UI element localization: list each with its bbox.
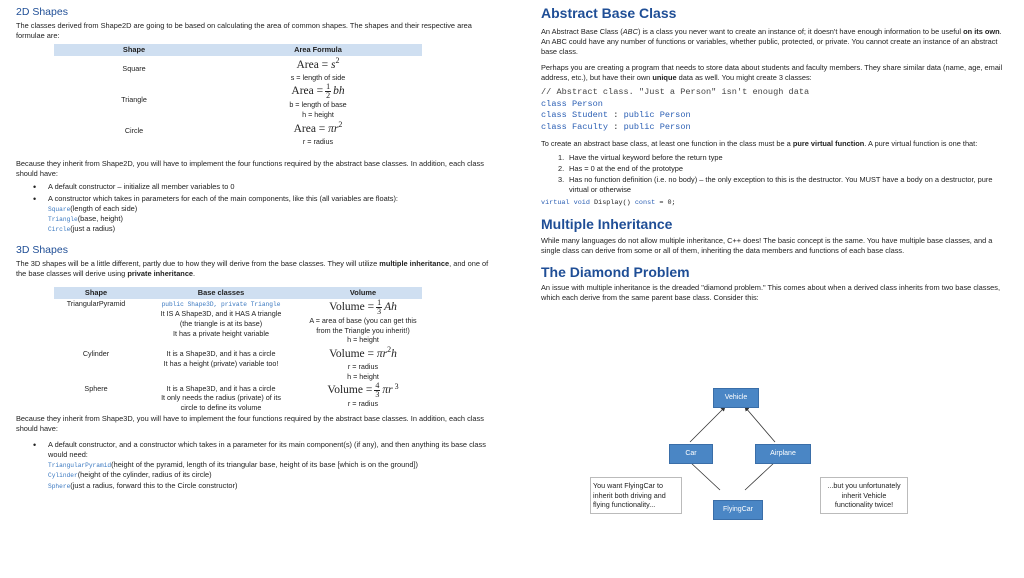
shape-cell: Square [122,64,146,74]
node-vehicle: Vehicle [713,388,759,408]
bullets-2d [16,182,498,235]
base-code: public Shape3D, private Triangle [161,300,281,308]
formula-note: h = height [302,109,334,119]
list-item: • A default constructor, and a constructor which takes in a parameter for its main component(s) (if any), and then anything its base class would need: TriangularPyramid(height of the pyramid, length of its triangular base, height of its base [which is on the ground]) Cylinder(height of the cylinder, radius of its circle) Sphere(just a radius, forward this to the Circle constructor) [16,440,498,491]
list-item: 2. Has = 0 at the end of the prototype [558,163,684,173]
col-shape-3d: Shape [54,287,138,299]
heading-multiple-inheritance: Multiple Inheritance [541,215,673,232]
abc-paragraph-2: Perhaps you are creating a program that needs to store data about students and faculty members. They share similar data (name, age, email address, etc.), but have their own unique data as well. You might create 3 classes: [541,62,1003,82]
table-row [54,56,422,83]
volume-pyramid: Volume = $\frac{1}{3}$ Ah [329,297,397,316]
volume-cylinder: Volume = $\pi r^2h$ [329,344,397,360]
list-item: 3. Has no function definition (i.e. no body) – the only exception to this is the destructor. You MUST have a body on a destructor, pure virtual or otherwise [558,174,993,194]
intro-2d: The classes derived from Shape2D are going to be based on calculating the area of common shapes. The shapes and their respective area formulae are: [16,21,472,41]
table-row: TriangularPyramid public Shape3D, private Triangle It IS A Shape3D, and it HAS A triangle (the triangle is at its base) It has a private height variable Volume = $\frac{1}{3}$ Ah A = area of base (you can get this from the Triangle you inherit!) h = height [54,299,422,345]
ctor-line: Triangle(base, height) [48,213,123,223]
heading-abstract-base-class: Abstract Base Class [541,5,677,21]
abc-paragraph-1: An Abstract Base Class (ABC) is a class you never want to create an instance of; it doesn't have enough information to be useful on its own. An ABC could have any number of functions or variables, whether public, protected, or private. You cannot create an instance of an abstract base class. [541,26,1002,56]
node-flyingcar: FlyingCar [713,500,763,520]
code-pure-virtual: virtual void Display() const = 0; [541,199,676,208]
shape-cell: Circle [124,125,144,135]
list-item: • A default constructor – initialize all member variables to 0 [16,182,498,192]
mi-paragraph: While many languages do not allow multiple inheritance, C++ does! The basic concept is the same. You have multiple base classes, and a single class can derive from some or all of them, inheriting the data members and functions of each base class. [541,235,993,255]
after-table-2d: Because they inherit from Shape2D, you will have to implement the four functions required by the abstract base classes. In addition, each class should have: [16,158,484,178]
right-column [541,0,1007,305]
formula-circle: Area = $\pi r^2$ [293,119,343,135]
note-left: You want FlyingCar to inherit both driving and flying functionality... [590,477,682,514]
after-table-3d: Because they inherit from Shape3D, you will have to implement the four functions required by the abstract base classes. In addition, each class should have: [16,413,484,433]
table-row: Sphere It is a Shape3D, and it has a circle It only needs the radius (private) of its circle to define its volume Volume = $\frac{4}{3}$ πr $^3$ r = radius [54,382,422,413]
heading-diamond-problem: The Diamond Problem [541,263,690,280]
table-row [54,83,422,119]
diamond-paragraph: An issue with multiple inheritance is the dreaded "diamond problem." This comes about when a derived class inherits from two base classes, which each derive from the same parent base class. Consider this: [541,283,1001,303]
bullets-3d [16,440,498,491]
list-item: 1. Have the virtual keyword before the return type [558,152,723,162]
list-item: • A constructor which takes in parameters for each of the main components, like this (all variables are floats): Square(length of each side) Triangle(base, height) Circle(just a radius) [16,194,498,235]
table-row [54,120,422,147]
code-block-classes: // Abstract class. "Just a Person" isn't enough data class Person class Student : public Person class Faculty : public Person [541,86,810,132]
table-row: Cylinder It is a Shape3D, and it has a circle It has a height (private) variable too! Volume = $\pi r^2h$ r = radius h = height [54,345,422,382]
node-airplane: Airplane [755,444,811,464]
col-volume: Volume [304,287,422,299]
table-2d-shapes [54,44,422,147]
shape-cell: Sphere [84,383,108,393]
col-area-formula: Area Formula [214,44,422,56]
col-shape: Shape [54,44,214,56]
table-3d-shapes [54,287,422,413]
shape-cell: Cylinder [82,348,110,358]
heading-3d-shapes: 3D Shapes [16,243,68,256]
volume-sphere: Volume = $\frac{4}{3}$ πr $^3$ [327,380,399,399]
note-right: ...but you unfortunately inherit Vehicle functionality twice! [820,477,908,514]
heading-2d-shapes: 2D Shapes [16,6,68,18]
left-column [16,0,498,493]
intro-3d: The 3D shapes will be a little different, partly due to how they will derive from the base classes. They will utilize multiple inheritance, and one of the base classes will derive using private inheritance. [16,258,489,278]
ctor-line: TriangularPyramid(height of the pyramid, length of its triangular base, height of its base [which is on the ground]) [48,459,419,469]
ctor-line: Cylinder(height of the cylinder, radius of its circle) [48,470,212,480]
formula-note: b = length of base [289,100,347,110]
ctor-line: Sphere(just a radius, forward this to the Circle constructor) [48,480,238,490]
ctor-line: Circle(just a radius) [48,224,116,234]
formula-square: Area = $s^2$ [296,56,340,71]
formula-triangle: Area = $\frac{1}{2}$ bh [291,82,345,101]
shape-cell: Triangle [121,95,147,105]
shape-cell: TriangularPyramid [66,298,126,308]
abc-paragraph-3: To create an abstract base class, at least one function in the class must be a pure virtual function. A pure virtual function is one that: [541,138,978,148]
col-base-classes: Base classes [138,287,304,299]
formula-note: r = radius [302,136,334,146]
diamond-diagram [580,380,1000,530]
ctor-line: Square(length of each side) [48,203,138,213]
pure-virtual-list [541,153,1007,195]
formula-note: s = length of side [290,73,346,83]
node-car: Car [669,444,713,464]
